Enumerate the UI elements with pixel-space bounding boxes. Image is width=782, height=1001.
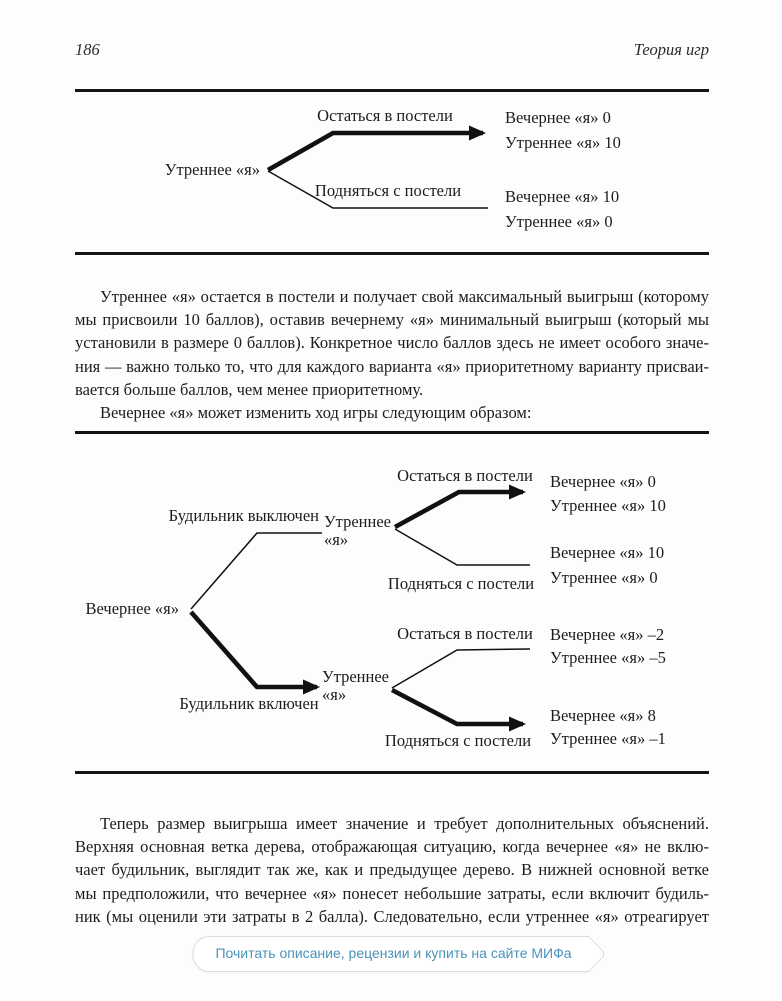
game-tree-simple <box>75 95 715 250</box>
mif-site-link[interactable] <box>192 936 589 972</box>
payoff-label: Утреннее «я» 0 <box>505 212 613 231</box>
tree1-branch-stay-line <box>268 133 483 170</box>
tree1-branch-rise-label: Подняться с постели <box>314 181 462 200</box>
payoff-label: Утреннее «я» –1 <box>550 729 666 748</box>
paragraph-line: ния — важно только то, что для каждого варианта «я» приоритетному варианту присваи- <box>75 356 709 376</box>
payoff-label: Вечернее «я» 8 <box>550 706 656 725</box>
game-tree-extended <box>75 445 715 767</box>
tree2-lower-node-label: «я» <box>322 685 347 704</box>
paragraph-2 <box>75 812 709 928</box>
tree2-upper-node-label: «я» <box>324 530 349 549</box>
tree2-lower-rise-line <box>392 690 523 724</box>
tree2-lower-node-label: Утреннее <box>322 667 389 686</box>
tree2-lower-stay-label: Остаться в постели <box>397 624 533 643</box>
tree2-upper-stay-line <box>395 492 523 527</box>
mif-site-link-label: Почитать описание, рецензии и купить на сайте МИФа <box>215 945 572 961</box>
divider-rule-2 <box>75 252 709 255</box>
paragraph-line: вается больше баллов, чем менее приоритетному. <box>75 379 424 399</box>
divider-rule-3 <box>75 431 709 434</box>
tree1-root-label: Утреннее «я» <box>164 160 260 179</box>
tree2-alarm-off-label: Будильник выключен <box>168 506 319 525</box>
payoff-label: Утреннее «я» 0 <box>550 568 658 587</box>
paragraph-line: Верхняя основная ветка дерева, отображающая ситуацию, когда вечернее «я» не вклю- <box>75 837 709 857</box>
divider-rule-bottom <box>75 771 709 774</box>
paragraph-line: Утреннее «я» остается в постели и получает свой максимальный выигрыш (которому <box>100 287 709 306</box>
paragraph-line: мы присвоили 10 баллов), оставив вечернему «я» минимальный выигрыш (который мы <box>75 310 709 330</box>
tree2-upper-rise-line <box>395 529 530 565</box>
paragraph-line: установили в размере 0 баллов). Конкретное число баллов здесь не имеет особого значе- <box>75 333 709 353</box>
payoff-label: Вечернее «я» 10 <box>505 187 620 206</box>
page-number: 186 <box>75 40 100 59</box>
tree2-upper-rise-label: Подняться с постели <box>387 574 535 593</box>
paragraph-line: Вечернее «я» может изменить ход игры следующим образом: <box>100 403 532 423</box>
tree1-branch-stay-label: Остаться в постели <box>317 106 453 125</box>
tree2-root-label: Вечернее «я» <box>85 599 179 618</box>
payoff-label: Утреннее «я» 10 <box>550 496 666 515</box>
tree2-lower-rise-label: Подняться с постели <box>384 731 532 750</box>
divider-rule-top <box>75 89 709 92</box>
payoff-label: Вечернее «я» 0 <box>550 472 656 491</box>
tree2-upper-node-label: Утреннее <box>324 512 391 531</box>
payoff-label: Утреннее «я» 10 <box>505 133 621 152</box>
paragraph-1 <box>75 285 709 424</box>
paragraph-line: мы предположили, что вечернее «я» понесет небольшие затраты, если включит будиль- <box>75 883 709 903</box>
paragraph-line: ник (мы оценили эти затраты в 2 балла). Следовательно, если утреннее «я» отреагирует <box>75 906 709 926</box>
payoff-label: Вечернее «я» –2 <box>550 625 665 644</box>
tree2-alarm-on-line <box>191 612 317 687</box>
tree2-alarm-off-line <box>191 533 322 609</box>
tree2-alarm-on-label: Будильник включен <box>179 694 319 713</box>
tree2-upper-stay-label: Остаться в постели <box>397 466 533 485</box>
paragraph-line: чает будильник, выглядит так же, как и предыдущее дерево. В нижней основной ветке <box>75 860 709 880</box>
paragraph-line: Теперь размер выигрыша имеет значение и требует дополнительных объяснений. <box>100 814 709 833</box>
payoff-label: Утреннее «я» –5 <box>550 648 666 667</box>
tree2-lower-stay-line <box>392 649 530 688</box>
payoff-label: Вечернее «я» 10 <box>550 543 665 562</box>
payoff-label: Вечернее «я» 0 <box>505 108 611 127</box>
running-title: Теория игр <box>633 40 709 59</box>
